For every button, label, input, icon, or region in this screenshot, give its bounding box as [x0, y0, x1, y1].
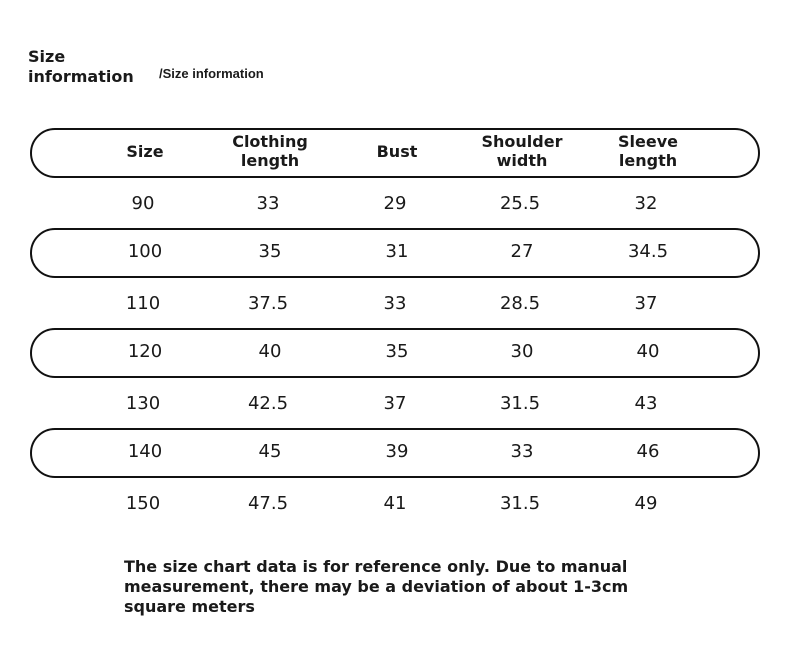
cell-bust: 39	[385, 440, 409, 462]
cell-clothing-length: 35	[258, 240, 282, 262]
cell-sleeve-length: 37	[634, 292, 658, 314]
table-row	[30, 428, 760, 478]
cell-size: 140	[127, 440, 163, 462]
cell-shoulder-width: 28.5	[499, 292, 541, 314]
cell-sleeve-length: 49	[634, 492, 658, 514]
cell-size: 110	[125, 292, 161, 314]
cell-bust: 29	[383, 192, 407, 214]
cell-size: 130	[125, 392, 161, 414]
cell-bust: 33	[383, 292, 407, 314]
header-shoulder-width: Shoulder width	[481, 132, 563, 170]
header-size: Size	[126, 141, 164, 161]
cell-bust: 35	[385, 340, 409, 362]
table-row	[30, 178, 760, 228]
cell-clothing-length: 45	[258, 440, 282, 462]
cell-sleeve-length: 46	[636, 440, 660, 462]
cell-shoulder-width: 27	[510, 240, 534, 262]
page-subtitle: /Size information	[159, 66, 264, 81]
cell-clothing-length: 47.5	[247, 492, 289, 514]
cell-clothing-length: 33	[256, 192, 280, 214]
cell-shoulder-width: 31.5	[499, 492, 541, 514]
cell-clothing-length: 40	[258, 340, 282, 362]
table-row	[30, 328, 760, 378]
disclaimer-note: The size chart data is for reference only. Due to manual measurement, there may be a deviation of about 1-3cm square meters	[124, 557, 629, 616]
cell-size: 100	[127, 240, 163, 262]
table-row	[30, 478, 760, 528]
cell-shoulder-width: 33	[510, 440, 534, 462]
header-clothing-length: Clothing length	[232, 132, 308, 170]
cell-clothing-length: 37.5	[247, 292, 289, 314]
table-row	[30, 228, 760, 278]
table-row	[30, 378, 760, 428]
header-bust: Bust	[376, 141, 418, 161]
table-row	[30, 278, 760, 328]
table-header-row	[30, 128, 760, 178]
header-sleeve-length: Sleeve length	[618, 132, 678, 170]
size-table	[30, 128, 760, 528]
cell-size: 90	[131, 192, 155, 214]
cell-bust: 31	[385, 240, 409, 262]
page-title: Size information	[28, 47, 134, 86]
cell-size: 150	[125, 492, 161, 514]
cell-shoulder-width: 31.5	[499, 392, 541, 414]
cell-sleeve-length: 34.5	[627, 240, 669, 262]
cell-bust: 37	[383, 392, 407, 414]
cell-shoulder-width: 30	[510, 340, 534, 362]
cell-size: 120	[127, 340, 163, 362]
cell-shoulder-width: 25.5	[499, 192, 541, 214]
cell-sleeve-length: 40	[636, 340, 660, 362]
cell-bust: 41	[383, 492, 407, 514]
cell-sleeve-length: 32	[634, 192, 658, 214]
cell-sleeve-length: 43	[634, 392, 658, 414]
cell-clothing-length: 42.5	[247, 392, 289, 414]
